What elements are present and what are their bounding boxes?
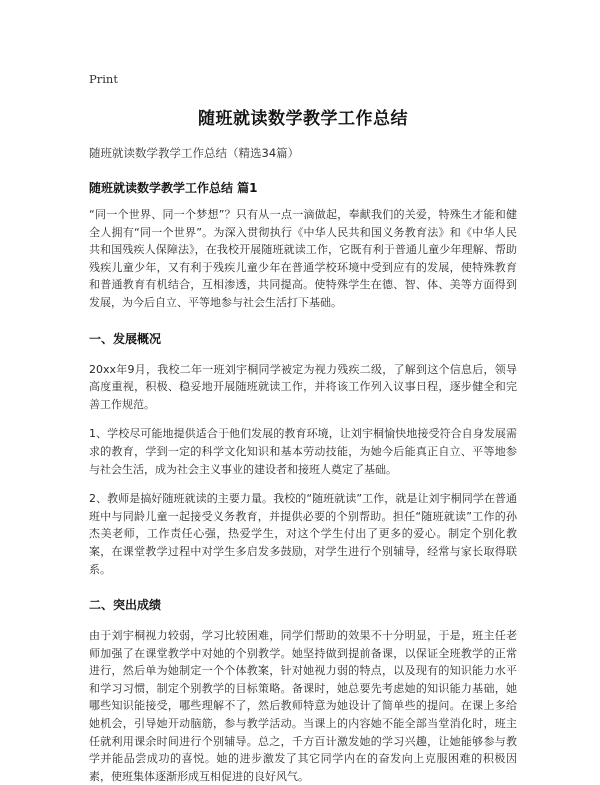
part-heading: 随班就读数学教学工作总结 篇1 (89, 181, 258, 195)
overview-paragraph: 1、学校尽可能地提供适合于他们发展的教育环境，让刘宇桐愉快地接受符合自身发展需求的教育，学到一定的科学文化知识和基本劳动技能，为她今后能真正自立、平等地参与社会生活，成为社会主义事业的建设者和接班人奠定了基础。 (89, 427, 517, 476)
section-heading-overview: 一、发展概况 (89, 331, 162, 346)
document-subtitle: 随班就读数学教学工作总结（精选34篇） (89, 146, 300, 160)
document-title: 随班就读数学教学工作总结 (198, 109, 408, 129)
section-heading-achievements: 二、突出成绩 (89, 598, 162, 613)
overview-paragraph: 2、教师是搞好随班就读的主要力量。我校的“随班就读”工作，就是让刘宇桐同学在普通班中与同龄儿童一起接受义务教育，并提供必要的个别帮助。担任“随班就读”工作的孙杰美老师，工作责任心强，热爱学生，对这个学生付出了更多的爱心。制定个别化教案，在课堂教学过程中对学生多启发多鼓励，对学生进行个别辅导，经常与家长取得联系。 (89, 492, 517, 576)
intro-paragraph: “同一个世界、同一个梦想”？只有从一点一滴做起，奉献我们的关爱，特殊生才能和健全人拥有“同一个世界”。为深入贯彻执行《中华人民共和国义务教育法》和《中华人民共和国残疾人保障法》，在我校开展随班就读工作，它既有利于普通儿童少年理解、帮助残疾儿童少年，又有利于残疾儿童少年在普通学校环境中受到应有的发展，使特殊教育和普通教育有机结合，互相渗透，共同提高。使特殊学生在德、智、体、美等方面得到发展，为今后自立、平等地参与社会生活打下基础。 (89, 208, 517, 309)
overview-paragraph: 20xx年9月，我校二年一班刘宇桐同学被定为视力残疾二级，了解到这个信息后，领导高度重视，积极、稳妥地开展随班就读工作，并将该工作列入议事日程，逐步健全和完善工作规范。 (89, 362, 517, 411)
print-link[interactable]: Print (89, 72, 118, 86)
achievements-paragraph: 由于刘宇桐视力较弱，学习比较困难，同学们帮助的效果不十分明显，于是，班主任老师加强了在课堂教学中对她的个别教学。她坚持做到提前备课，以保证全班教学的正常进行，然后单为她制定一个个体教案，针对她视力弱的特点，以及现有的知识能力水平和学习习惯，制定个别教学的目标策略。备课时，她总要先考虑她的知识能力基础，她哪些知识能接受，哪些理解不了，然后教师特意为她设计了简单些的提问。在课上多给她机会，引导她开动脑筋，参与教学活动。当课上的内容她不能全部当堂消化时，班主任就利用课余时间进行个别辅导。总之，千方百计激发她的学习兴趣，让她能够参与教学并能品尝成功的喜悦。她的进步激发了其它同学内在的奋发向上克服困难的积极因素，使班集体逐渐形成互相促进的良好风气。 (89, 629, 517, 783)
